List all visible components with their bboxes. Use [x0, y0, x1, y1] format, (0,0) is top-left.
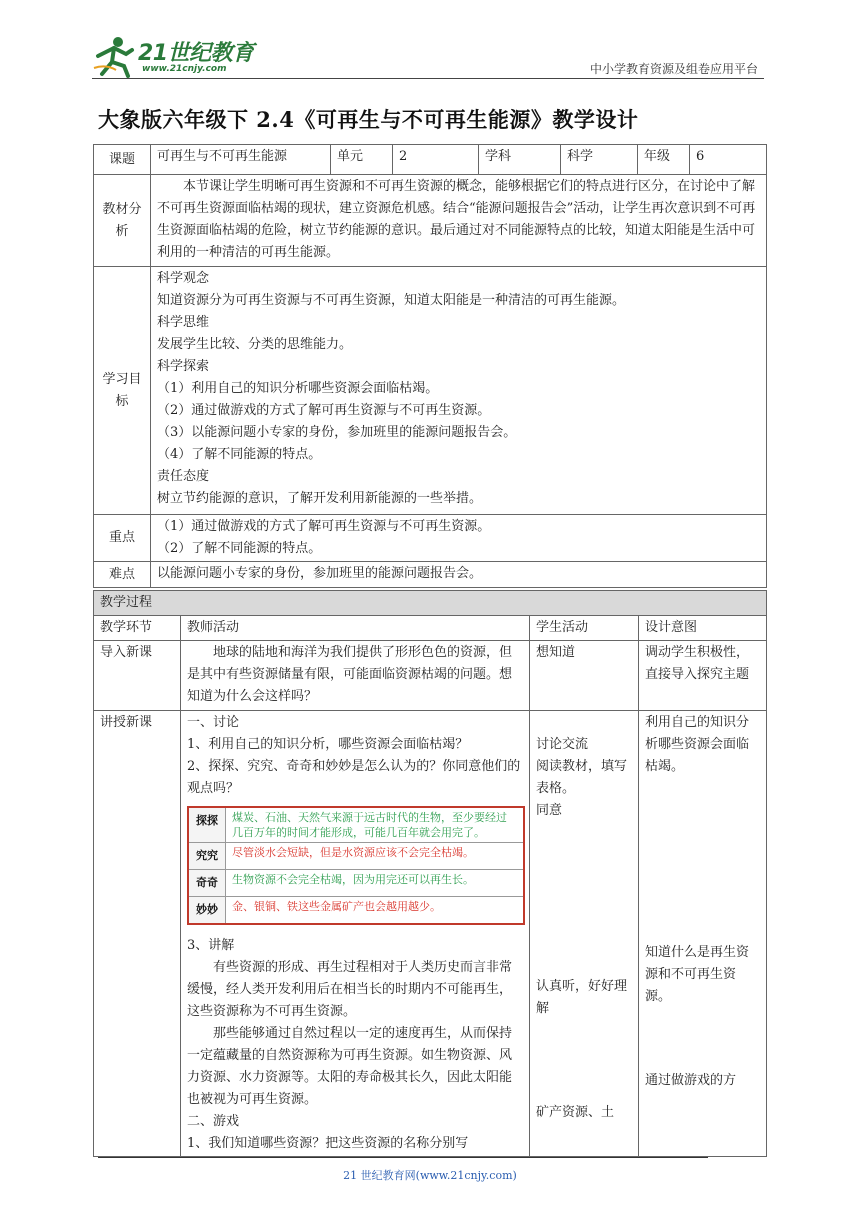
- analysis-row: [94, 175, 767, 267]
- grade-label: 年级: [638, 145, 690, 175]
- column-header-row: [94, 616, 767, 641]
- question: 2、探探、究究、奇奇和妙妙是怎么认为的？你同意他们的观点吗？: [187, 759, 521, 796]
- platform-name: 中小学教育资源及组卷应用平台: [589, 62, 758, 76]
- goals-line: 科学思维: [157, 315, 210, 330]
- goals-line: 科学观念: [157, 271, 210, 286]
- subject-label: 学科: [479, 145, 561, 175]
- goals-line: 发展学生比较、分类的思维能力。: [157, 337, 353, 352]
- intent-item: 知道什么是再生资源和不可再生资源。: [645, 945, 750, 1004]
- question: 1、利用自己的知识分析，哪些资源会面临枯竭？: [187, 737, 469, 752]
- goals-line: 责任态度: [157, 469, 210, 484]
- analysis-label: 教材分析: [94, 175, 151, 267]
- section-heading: 3、讲解: [187, 938, 235, 953]
- info-row: [94, 145, 767, 175]
- page-header: [92, 30, 764, 80]
- speaker-name: 探探: [189, 808, 226, 842]
- column-header: 学生活动: [530, 616, 639, 641]
- overview-table: [93, 144, 767, 588]
- student-step: 认真听，好好理解: [536, 979, 628, 1016]
- column-header: 教学环节: [94, 616, 181, 641]
- goals-line: 树立节约能源的意识，了解开发利用新能源的一些举措。: [157, 491, 483, 506]
- footer-source: 21 世纪教育网(www.21cnjy.com): [343, 1169, 517, 1182]
- student-activity: 想知道: [530, 641, 639, 711]
- speaker-opinion: 生物资源不会完全枯竭，因为用完还可以再生长。: [232, 873, 474, 886]
- goals-line: 知道资源分为可再生资源与不可再生资源，知道太阳能是一种清洁的可再生能源。: [157, 293, 626, 308]
- section-heading: 一、讨论: [187, 715, 240, 730]
- design-intent: [639, 711, 767, 1157]
- unit-value: 2: [393, 145, 479, 175]
- student-activity: [530, 711, 639, 1157]
- difficulty-text: 以能源问题小专家的身份，参加班里的能源问题报告会。: [151, 562, 767, 588]
- lecture-row: [94, 711, 767, 1157]
- difficulty-label: 难点: [94, 562, 151, 588]
- goals-line: （3）以能源问题小专家的身份，参加班里的能源问题报告会。: [157, 425, 517, 440]
- goals-row: [94, 267, 767, 515]
- opinion-row: [189, 897, 523, 923]
- logo: [92, 34, 262, 78]
- goals-content: [151, 267, 767, 515]
- teacher-activity: [181, 711, 530, 1157]
- intent-item: 通过做游戏的方: [645, 1073, 737, 1088]
- column-header: 教师活动: [181, 616, 530, 641]
- speaker-name: 奇奇: [189, 870, 226, 896]
- process-table: [93, 590, 767, 1157]
- logo-url: www.21cnjy.com: [142, 64, 227, 74]
- student-step: 同意: [536, 803, 563, 818]
- column-header: 设计意图: [639, 616, 767, 641]
- section-heading: 二、游戏: [187, 1114, 240, 1129]
- goals-line: （1）利用自己的知识分析哪些资源会面临枯竭。: [157, 381, 439, 396]
- topic-value: 可再生与不可再生能源: [151, 145, 331, 175]
- speaker-name: 究究: [189, 843, 226, 869]
- topic-label: 课题: [94, 145, 151, 175]
- design-intent: 调动学生积极性，直接导入探究主题: [639, 641, 767, 711]
- student-step: 讨论交流: [536, 737, 589, 752]
- difficulty-row: [94, 562, 767, 588]
- key-line: （2）了解不同能源的特点。: [157, 541, 322, 556]
- student-step: 矿产资源、土: [536, 1105, 615, 1120]
- runner-logo-icon: [92, 34, 138, 78]
- intent-item: 利用自己的知识分析哪些资源会面临枯竭。: [645, 715, 750, 774]
- explanation-paragraph: 有些资源的形成、再生过程相对于人类历史而言非常缓慢，经人类开发利用后在相当长的时期内不可能再生，这些资源称为不可再生资源。: [187, 960, 513, 1019]
- logo-text: 21世纪教育: [138, 41, 254, 66]
- stage-name: 导入新课: [94, 641, 181, 711]
- student-step: 阅读教材，填写表格。: [536, 759, 628, 796]
- game-instruction: 1、我们知道哪些资源？把这些资源的名称分别写: [187, 1136, 469, 1151]
- page-title: 大象版六年级下 2.4《可再生与不可再生能源》教学设计: [98, 107, 639, 132]
- goals-line: （4）了解不同能源的特点。: [157, 447, 322, 462]
- key-line: （1）通过做游戏的方式了解可再生资源与不可再生资源。: [157, 519, 491, 534]
- speaker-opinion: 尽管淡水会短缺，但是水资源应该不会完全枯竭。: [232, 846, 474, 859]
- goals-label: 学习目标: [94, 267, 151, 515]
- explanation-paragraph: 那些能够通过自然过程以一定的速度再生，从而保持一定蕴藏量的自然资源称为可再生资源。如生物资源、风力资源、水力资源等。太阳的寿命极其长久，因此太阳能也被视为可再生资源。: [187, 1026, 513, 1107]
- speaker-name: 妙妙: [189, 897, 226, 923]
- grade-value: 6: [690, 145, 767, 175]
- opinion-row: [189, 870, 523, 897]
- header-divider: [92, 78, 764, 79]
- opinion-row: [189, 808, 523, 843]
- opinion-row: [189, 843, 523, 870]
- key-content: [151, 515, 767, 562]
- process-header-row: [94, 591, 767, 616]
- process-label: 教学过程: [94, 591, 767, 616]
- unit-label: 单元: [331, 145, 393, 175]
- analysis-text: 本节课让学生明晰可再生资源和不可再生资源的概念，能够根据它们的特点进行区分，在讨论中了解不可再生资源面临枯竭的现状，建立资源危机感。结合“能源问题报告会”活动，让学生再次意识到不可再生资源面临枯竭的危险，树立节约能源的意识。最后通过对不同能源特点的比较，知道太阳能是生活中可利用的一种清洁的可再生能源。: [151, 175, 767, 267]
- key-row: [94, 515, 767, 562]
- goals-line: （2）通过做游戏的方式了解可再生资源与不可再生资源。: [157, 403, 491, 418]
- goals-line: 科学探索: [157, 359, 210, 374]
- speaker-opinion: 金、银铜、铁这些金属矿产也会越用越少。: [232, 900, 441, 913]
- opinion-table: [187, 806, 525, 925]
- teacher-activity: 地球的陆地和海洋为我们提供了形形色色的资源，但是其中有些资源储量有限，可能面临资源枯竭的问题。想知道为什么会这样吗？: [181, 641, 530, 711]
- intro-row: [94, 641, 767, 711]
- key-label: 重点: [94, 515, 151, 562]
- speaker-opinion: 煤炭、石油、天然气来源于远古时代的生物，至少要经过几百万年的时间才能形成，可能几百年就会用完了。: [232, 811, 507, 839]
- stage-name: 讲授新课: [94, 711, 181, 1157]
- subject-value: 科学: [561, 145, 638, 175]
- footer-divider: [98, 1157, 708, 1158]
